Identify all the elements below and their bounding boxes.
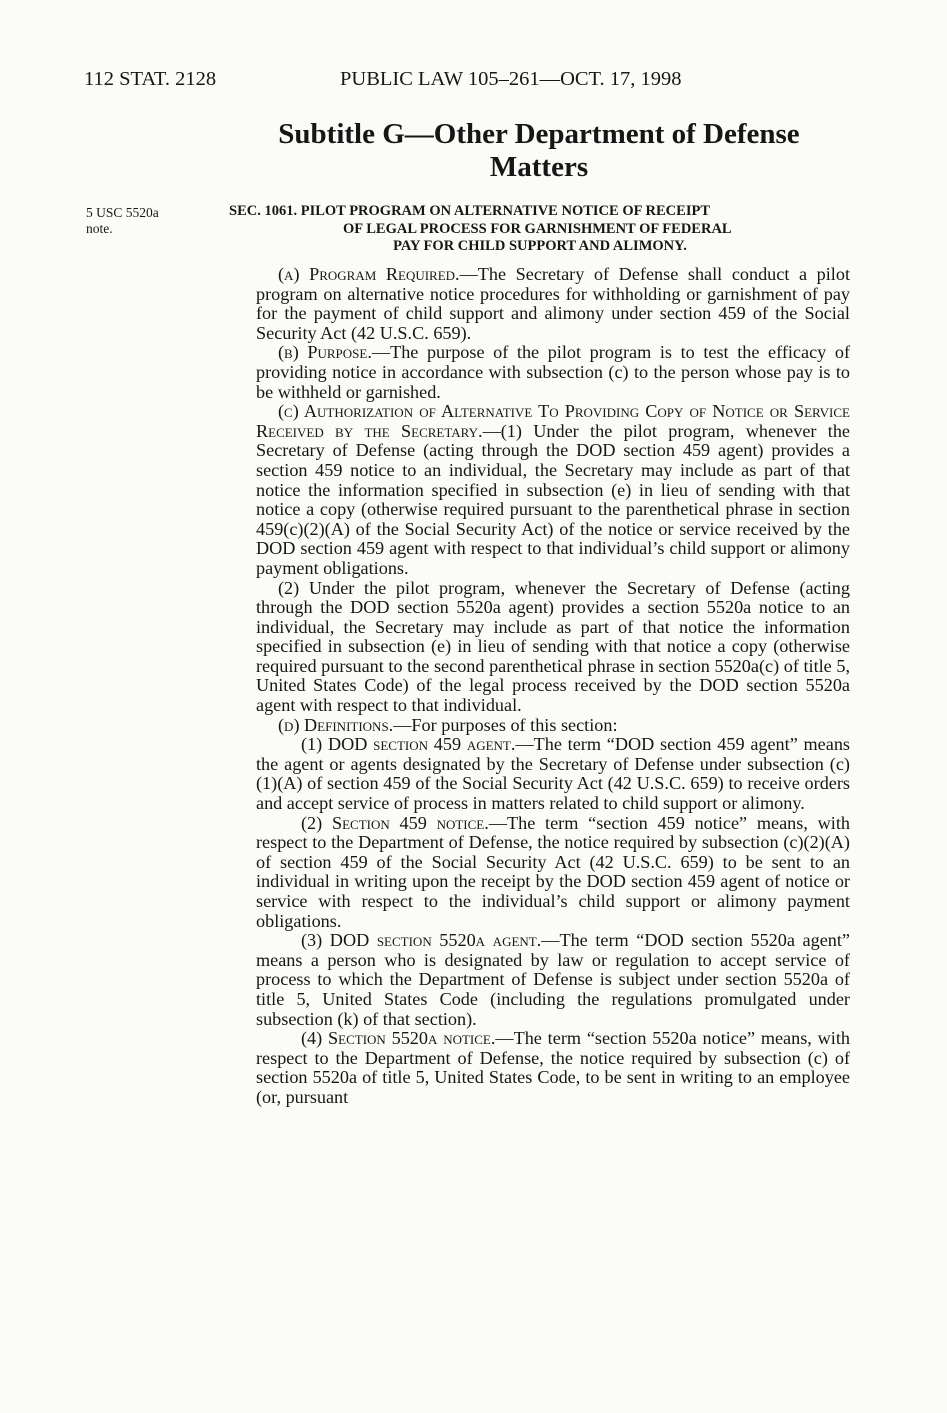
subtitle-heading (232, 118, 846, 184)
definition-3-text: —The term “DOD section 5520a agent” means a person who is designated by law or regulation to accept service of process to which the Department of Defense is subject under section 5520a of title 5, United States Code (including the regulations promulgated under subsection (k) of that section). (256, 930, 850, 1029)
paragraph-d-text: —For purposes of this section: (393, 714, 618, 735)
paragraph-b (256, 343, 850, 402)
subtitle-line-2: Matters (489, 151, 589, 183)
section-heading-line-2: OF LEGAL PROCESS FOR GARNISHMENT OF FEDERAL (343, 220, 732, 237)
definition-3 (256, 931, 850, 1029)
section-heading-line-1: SEC. 1061. PILOT PROGRAM ON ALTERNATIVE NOTICE OF RECEIPT (229, 203, 710, 219)
paragraph-b-heading: (b) Purpose. (278, 342, 372, 363)
paragraph-a-text: —The Secretary of Defense shall conduct a pilot program on alternative notice procedures for withholding or garnishment of pay for the payment of child support and alimony under section 459 of the Social Security Act (42 U.S.C. 659). (256, 264, 851, 343)
paragraph-c-heading: (c) Authorization of Alternative To Providing Copy of Notice or Service Received by the Secretary. (256, 401, 850, 441)
definition-4-text: —The term “section 5520a notice” means, with respect to the Department of Defense, the notice required by subsection (c) of section 5520a of title 5, United States Code, to be sent in writing to an employee (or, pursuant (256, 1028, 850, 1107)
paragraph-a-heading: (a) Program Required. (278, 264, 460, 284)
stat-page-number: 112 STAT. 2128 (84, 68, 217, 90)
section-heading (229, 203, 851, 256)
section-body (256, 265, 850, 1108)
public-law-citation: PUBLIC LAW 105–261—OCT. 17, 1998 (340, 68, 682, 90)
definition-2-heading: (2) Section 459 notice. (301, 812, 489, 833)
definition-2-text: —The term “section 459 notice” means, with respect to the Department of Defense, the notice required by subsection (c)(2)(A) of section 459 of the Social Security Act (42 U.S.C. 659) to be sent to an individual in writing upon the receipt by the DOD section 459 agent of notice or service with respect to the individual’s child support or alimony payment obligations. (256, 812, 850, 931)
paragraph-c2: (2) Under the pilot program, whenever the Secretary of Defense (acting through the DOD section 5520a agent) provides a section 5520a notice to an individual, the Secretary may include as part of that notice the information specified in subsection (e) in lieu of sending with that notice a copy (otherwise required pursuant to the second parenthetical phrase in section 5520a(c) of title 5, United States Code) of the legal process received by the DOD section 5520a agent with respect to that individual. (256, 577, 850, 716)
definition-1-heading: (1) DOD section 459 agent. (301, 734, 516, 755)
subtitle-line-1: Subtitle G—Other Department of Defense (278, 118, 800, 150)
paragraph-d-heading: (d) Definitions. (278, 714, 394, 735)
margin-note (86, 205, 196, 237)
definition-1 (256, 735, 850, 813)
paragraph-c (256, 402, 850, 578)
paragraph-d (256, 716, 850, 736)
paragraph-b-text: —The purpose of the pilot program is to test the efficacy of providing notice in accordance with subsection (c) to the person whose pay is to be withheld or garnished. (256, 342, 850, 402)
definition-1-text: —The term “DOD section 459 agent” means the agent or agents designated by the Secretary of Defense under subsection (c)(1)(A) of section 459 of the Social Security Act (42 U.S.C. 659) to receive orders and accept service of process in matters related to child support or alimony. (256, 734, 850, 814)
definition-4 (256, 1029, 850, 1107)
paragraph-c-text: —(1) Under the pilot program, whenever the Secretary of Defense (acting through the DOD section 459 agent) provides a section 459 notice to an individual, the Secretary may include as part of that notice the information specified in subsection (e) in lieu of sending with that notice a copy (otherwise required pursuant to the parenthetical phrase in section 459(c)(2)(A) of the Social Security Act) of the notice or service received by the DOD section 459 agent with respect to that individual’s child support or alimony payment obligations. (256, 420, 851, 578)
margin-note-label: note. (86, 221, 113, 236)
paragraph-a (256, 265, 850, 343)
margin-note-citation: 5 USC 5520a (86, 205, 159, 220)
definition-3-heading: (3) DOD section 5520a agent. (301, 930, 542, 951)
section-heading-line-3: PAY FOR CHILD SUPPORT AND ALIMONY. (393, 238, 687, 254)
definition-2 (256, 814, 850, 932)
definition-4-heading: (4) Section 5520a notice. (301, 1028, 496, 1049)
running-header (84, 68, 784, 98)
